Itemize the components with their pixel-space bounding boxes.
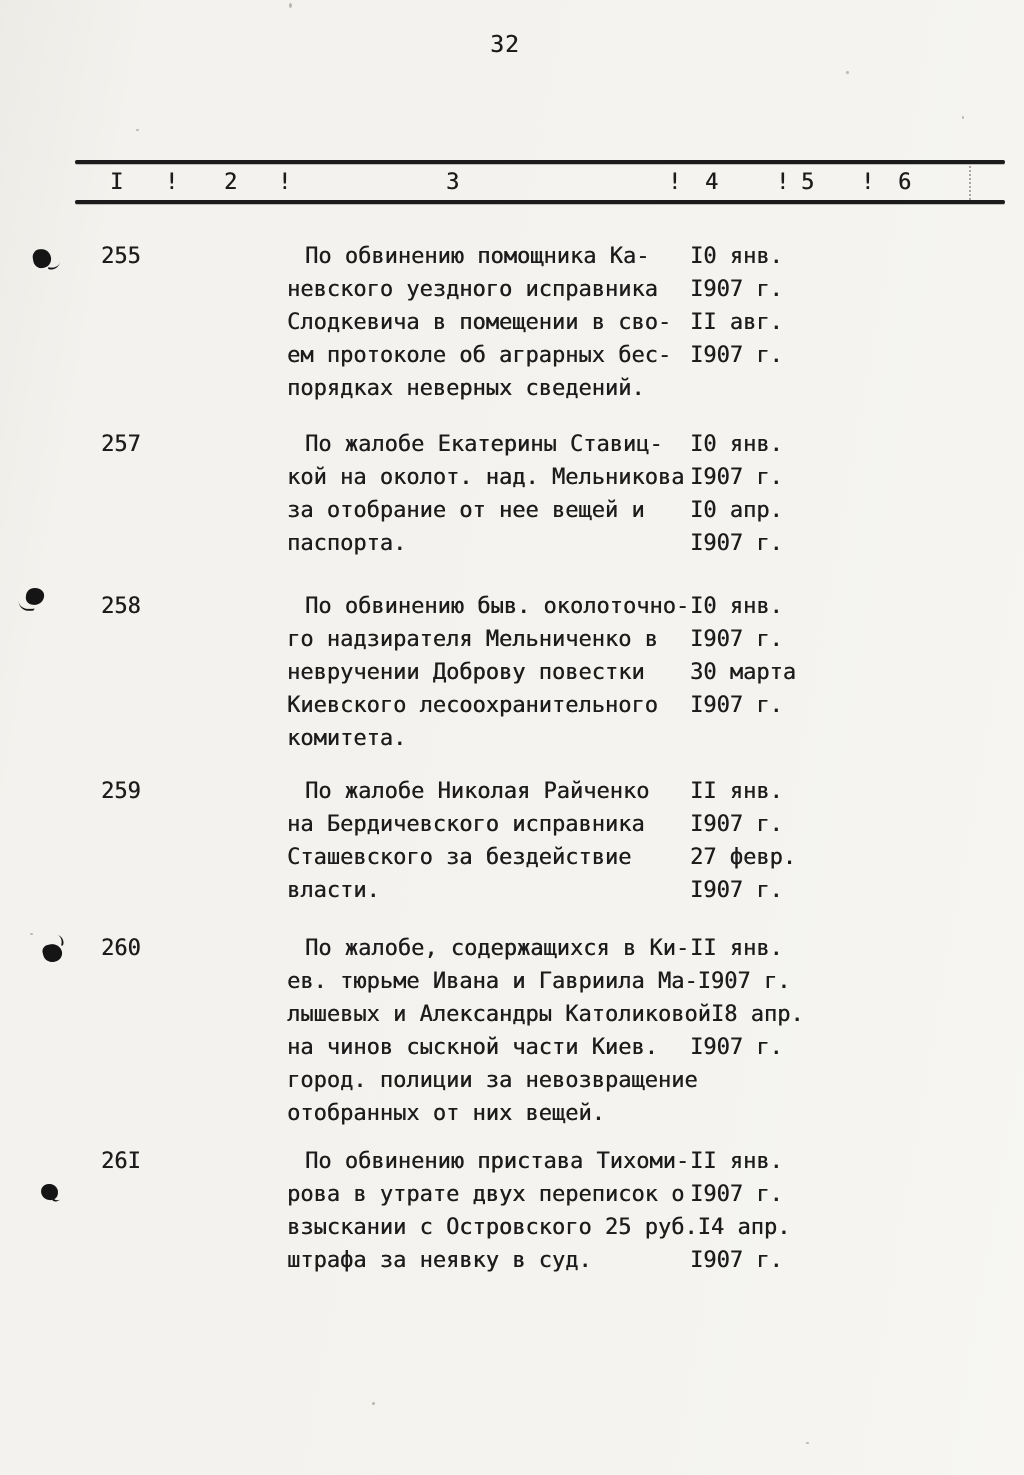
- table-header-rule-bottom: [75, 200, 1005, 204]
- entry-line: [287, 461, 1024, 494]
- case-description-line: город. полиции за невозвращение: [287, 1068, 698, 1093]
- entry-line: [287, 306, 1024, 339]
- case-date: I907 г.: [690, 277, 783, 302]
- case-description-line: По обвинению пристава Тихоми-: [305, 1149, 690, 1174]
- case-description-line: ем протоколе об аграрных бес-: [287, 343, 672, 368]
- entry-line: [287, 841, 1024, 874]
- case-date: I4 апр.: [697, 1215, 791, 1240]
- case-date: II янв.: [690, 779, 783, 804]
- entry-line: [287, 494, 1024, 527]
- faint-column-tick: [969, 166, 971, 200]
- scan-speck: [962, 116, 964, 119]
- case-date: I907 г.: [690, 627, 783, 652]
- entry-line: [287, 722, 1024, 755]
- entry-line: [287, 965, 1024, 998]
- case-description-line: По жалобе Екатерины Ставиц-: [305, 432, 663, 457]
- case-date: II янв.: [690, 1149, 783, 1174]
- entry-line: [287, 372, 1024, 405]
- case-text-block: [287, 1145, 1024, 1277]
- case-date: I907 г.: [690, 531, 783, 556]
- case-description-line: на Бердичевского исправника: [287, 812, 645, 837]
- entry-line: [287, 1244, 1024, 1277]
- entry-line: [287, 590, 1024, 623]
- entry-line: [287, 808, 1024, 841]
- entry-line: [287, 1178, 1024, 1211]
- case-date: 30 марта: [690, 660, 796, 685]
- register-entries: [0, 240, 1024, 1277]
- case-date: 27 февр.: [690, 845, 796, 870]
- table-header-row: [0, 166, 1024, 199]
- register-entry-259: [0, 775, 1024, 907]
- case-description-line: Киевского лесоохранительного: [287, 693, 658, 718]
- case-number: 26I: [101, 1149, 141, 1174]
- register-entry-255: [0, 240, 1024, 405]
- case-text-block: [287, 775, 1024, 907]
- case-description-line: Слодкевича в помещении в сво-: [287, 310, 672, 335]
- entry-line: [287, 240, 1024, 273]
- case-description-line: на чинов сыскной части Киев.: [287, 1035, 658, 1060]
- case-description-line: паспорта.: [287, 531, 407, 556]
- case-number: 255: [101, 244, 141, 269]
- register-entry-258: [0, 590, 1024, 755]
- case-description-line: го надзирателя Мельниченко в: [287, 627, 658, 652]
- case-description-line: невручении Доброву повестки: [287, 660, 645, 685]
- entry-line: [287, 273, 1024, 306]
- entry-line: [287, 623, 1024, 656]
- entry-line: [287, 1097, 1024, 1130]
- entry-line: [287, 656, 1024, 689]
- entry-line: [287, 932, 1024, 965]
- column-header-6: 6: [898, 170, 912, 195]
- case-description-line: отобранных от них вещей.: [287, 1101, 605, 1126]
- case-description-line: лышевых и Александры Католиковой: [287, 1002, 711, 1027]
- case-number: 257: [101, 432, 141, 457]
- entry-line: [287, 527, 1024, 560]
- entry-line: [287, 1211, 1024, 1244]
- case-description-line: порядках неверных сведений.: [287, 376, 645, 401]
- case-date: I0 янв.: [690, 244, 783, 269]
- case-description-line: рова в утрате двух переписок о: [287, 1182, 685, 1207]
- column-header-2: 2: [224, 170, 238, 195]
- case-description-line: По обвинению помощника Ка-: [305, 244, 650, 269]
- case-description-line: штрафа за неявку в суд.: [287, 1248, 592, 1273]
- case-description-line: кой на околот. над. Мельникова: [287, 465, 685, 490]
- register-entry-260: [0, 932, 1024, 1130]
- entry-line: [287, 689, 1024, 722]
- entry-line: [287, 1031, 1024, 1064]
- case-date: I907 г.: [690, 1035, 783, 1060]
- case-description-line: По обвинению быв. околоточно-: [305, 594, 690, 619]
- case-description-line: взыскании с Островского 25 руб.: [287, 1215, 698, 1240]
- entry-line: [287, 428, 1024, 461]
- case-description-line: невского уездного исправника: [287, 277, 658, 302]
- entry-line: [287, 1145, 1024, 1178]
- case-number: 260: [101, 936, 141, 961]
- case-date: I907 г.: [690, 1248, 783, 1273]
- case-description-line: за отобрание от нее вещей и: [287, 498, 645, 523]
- case-date: I907 г.: [690, 878, 783, 903]
- column-header-5: 5: [801, 170, 815, 195]
- case-date: I907 г.: [697, 969, 791, 994]
- entry-line: [287, 1064, 1024, 1097]
- page-number: 32: [490, 32, 520, 58]
- scan-speck: [372, 1402, 375, 1405]
- column-separator: !: [861, 170, 875, 195]
- entry-line: [287, 874, 1024, 907]
- case-date: I0 янв.: [690, 432, 783, 457]
- column-header-3: 3: [446, 170, 460, 195]
- entry-line: [287, 998, 1024, 1031]
- case-number: 258: [101, 594, 141, 619]
- entry-line: [287, 775, 1024, 808]
- register-entry-261: [0, 1145, 1024, 1277]
- case-date: II авг.: [690, 310, 783, 335]
- case-description-line: По жалобе Николая Райченко: [305, 779, 650, 804]
- scan-speck: [806, 1442, 809, 1444]
- case-text-block: [287, 240, 1024, 405]
- case-date: I0 апр.: [690, 498, 783, 523]
- column-separator: !: [165, 170, 179, 195]
- case-text-block: [287, 932, 1024, 1130]
- column-separator: !: [278, 170, 292, 195]
- scan-speck: [136, 129, 139, 131]
- case-text-block: [287, 590, 1024, 755]
- case-date: I907 г.: [690, 693, 783, 718]
- scan-speck: [289, 3, 292, 8]
- scan-speck: [846, 71, 849, 74]
- case-date: I0 янв.: [690, 594, 783, 619]
- column-header-4: 4: [705, 170, 719, 195]
- column-separator: !: [776, 170, 790, 195]
- column-separator: !: [668, 170, 682, 195]
- case-description-line: ев. тюрьме Ивана и Гавриила Ма-: [287, 969, 698, 994]
- table-header-rule-top: [75, 160, 1005, 164]
- entry-line: [287, 339, 1024, 372]
- case-description-line: власти.: [287, 878, 380, 903]
- case-date: I907 г.: [690, 812, 783, 837]
- case-date: I907 г.: [690, 465, 783, 490]
- case-text-block: [287, 428, 1024, 560]
- case-date: II янв.: [690, 936, 783, 961]
- case-date: I907 г.: [690, 1182, 783, 1207]
- case-date: I907 г.: [690, 343, 783, 368]
- case-date: I8 апр.: [710, 1002, 804, 1027]
- case-description-line: комитета.: [287, 726, 407, 751]
- case-number: 259: [101, 779, 141, 804]
- case-description-line: Сташевского за бездействие: [287, 845, 632, 870]
- scan-speck: [30, 933, 33, 935]
- column-header-1: I: [110, 170, 124, 195]
- register-entry-257: [0, 428, 1024, 560]
- case-description-line: По жалобе, содержащихся в Ки-: [305, 936, 690, 961]
